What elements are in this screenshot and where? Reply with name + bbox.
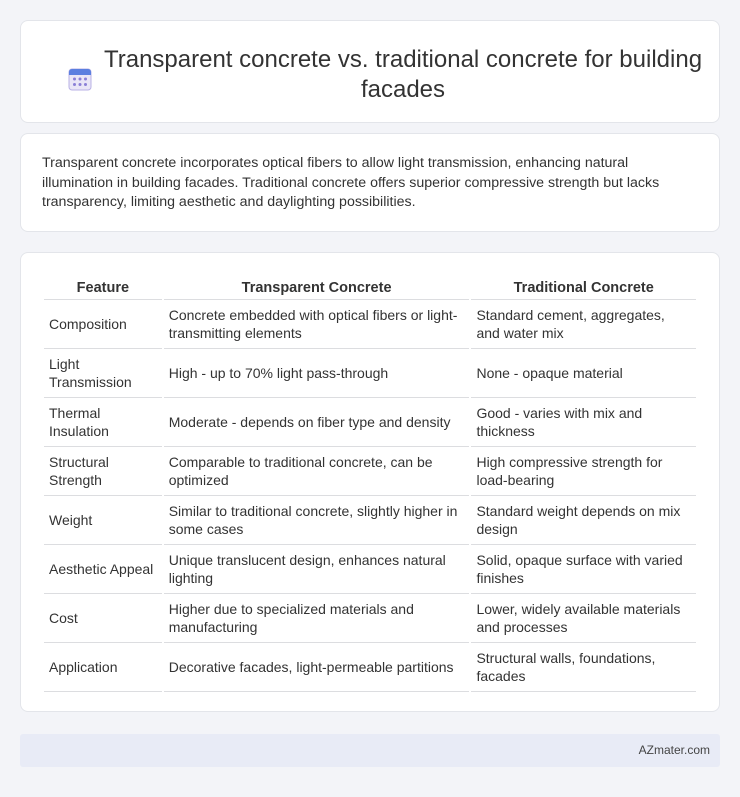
- feature-cell: Application: [44, 643, 162, 692]
- column-header-feature: Feature: [44, 275, 162, 300]
- traditional-cell: Standard weight depends on mix design: [471, 496, 696, 545]
- footer-brand: AZmater.com: [638, 743, 710, 757]
- transparent-cell: High - up to 70% light pass-through: [164, 349, 470, 398]
- feature-cell: Aesthetic Appeal: [44, 545, 162, 594]
- footer-bar: [20, 734, 720, 767]
- transparent-cell: Higher due to specialized materials and manufacturing: [164, 594, 470, 643]
- transparent-cell: Comparable to traditional concrete, can be optimized: [164, 447, 470, 496]
- page-title: Transparent concrete vs. traditional concrete for building facades: [103, 46, 703, 103]
- feature-cell: Structural Strength: [44, 447, 162, 496]
- traditional-cell: Structural walls, foundations, facades: [471, 643, 696, 692]
- transparent-cell: Unique translucent design, enhances natural lighting: [164, 545, 470, 594]
- feature-cell: Cost: [44, 594, 162, 643]
- table-row: [44, 349, 696, 398]
- table-row: [44, 398, 696, 447]
- column-header-transparent: Transparent Concrete: [164, 275, 470, 300]
- transparent-cell: Concrete embedded with optical fibers or light-transmitting elements: [164, 300, 470, 349]
- title-card: [20, 20, 720, 123]
- description-card: [20, 133, 720, 232]
- transparent-cell: Moderate - depends on fiber type and density: [164, 398, 470, 447]
- traditional-cell: Good - varies with mix and thickness: [471, 398, 696, 447]
- column-header-traditional: Traditional Concrete: [471, 275, 696, 300]
- transparent-cell: Decorative facades, light-permeable partitions: [164, 643, 470, 692]
- table-header-row: [44, 275, 696, 300]
- feature-cell: Light Transmission: [44, 349, 162, 398]
- traditional-cell: Standard cement, aggregates, and water mix: [471, 300, 696, 349]
- comparison-card: [20, 252, 720, 712]
- traditional-cell: High compressive strength for load-bearing: [471, 447, 696, 496]
- feature-cell: Composition: [44, 300, 162, 349]
- description-text: Transparent concrete incorporates optical fibers to allow light transmission, enhancing natural illumination in building facades. Traditional concrete offers superior compressive strength but lacks transparency, limiting aesthetic and daylighting possibilities.: [42, 155, 660, 210]
- comparison-table: [42, 275, 698, 692]
- feature-cell: Thermal Insulation: [44, 398, 162, 447]
- table-row: [44, 594, 696, 643]
- feature-cell: Weight: [44, 496, 162, 545]
- table-row: [44, 496, 696, 545]
- traditional-cell: Lower, widely available materials and processes: [471, 594, 696, 643]
- transparent-cell: Similar to traditional concrete, slightly higher in some cases: [164, 496, 470, 545]
- table-row: [44, 300, 696, 349]
- table-row: [44, 643, 696, 692]
- table-row: [44, 447, 696, 496]
- table-row: [44, 545, 696, 594]
- traditional-cell: None - opaque material: [471, 349, 696, 398]
- calendar-grid-icon: [67, 66, 93, 92]
- traditional-cell: Solid, opaque surface with varied finishes: [471, 545, 696, 594]
